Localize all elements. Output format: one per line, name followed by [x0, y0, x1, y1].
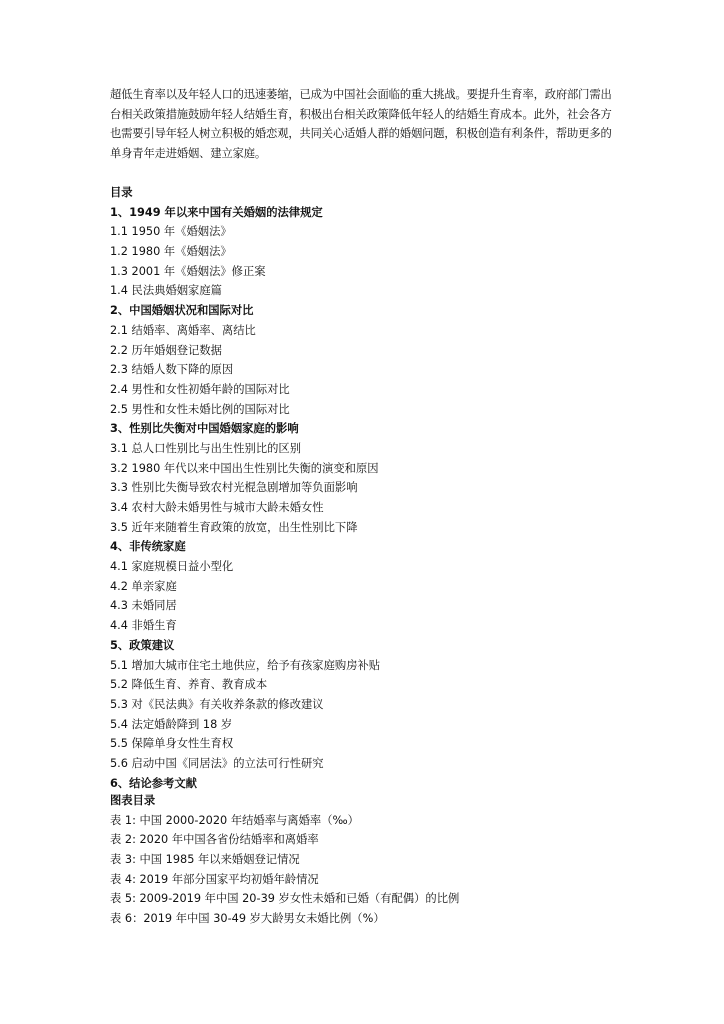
- toc-items: [110, 203, 630, 794]
- toc-section: 3.3 性别比失衡导致农村光棍急剧增加等负面影响: [110, 481, 358, 495]
- toc-section: 3.2 1980 年代以来中国出生性别比失衡的演变和原因: [110, 461, 379, 475]
- toc-section: 1.1 1950 年《婚姻法》: [110, 225, 232, 239]
- intro-paragraph: 超低生育率以及年轻人口的迅速萎缩，已成为中国社会面临的重大挑战。要提升生育率，政府部门需出台相关政策措施鼓励年轻人结婚生育，积极出台相关政策降低年轻人的结婚生育成本。此外，社会各方也需要引导年轻人树立积极的婚恋观，共同关心适婚人群的婚姻问题，积极创造有利条件，帮助更多的单身青年走进婚姻、建立家庭。: [110, 88, 612, 161]
- toc-section: 2.2 历年婚姻登记数据: [110, 343, 222, 357]
- toc-chapter: 2、中国婚姻状况和国际对比: [110, 304, 254, 318]
- figure-list-title: 图表目录: [110, 794, 156, 807]
- toc-section: 3.1 总人口性别比与出生性别比的区别: [110, 441, 302, 455]
- toc-section: 2.1 结婚率、离婚率、离结比: [110, 323, 256, 337]
- toc-section: 5.1 增加大城市住宅土地供应，给予有孩家庭购房补贴: [110, 658, 381, 672]
- table-of-contents: [110, 183, 630, 793]
- toc-section: 2.3 结婚人数下降的原因: [110, 363, 234, 377]
- toc-title: 目录: [110, 186, 133, 199]
- toc-section: 4.3 未婚同居: [110, 599, 177, 613]
- toc-section: 1.4 民法典婚姻家庭篇: [110, 284, 222, 298]
- figure-list-item: 表 4: 2019 年部分国家平均初婚年龄情况: [110, 872, 319, 886]
- toc-section: 5.5 保障单身女性生育权: [110, 737, 234, 751]
- toc-section: 4.2 单亲家庭: [110, 579, 177, 593]
- toc-section: 3.5 近年来随着生育政策的放宽，出生性别比下降: [110, 520, 358, 534]
- figure-list-item: 表 1: 中国 2000-2020 年结婚率与离婚率（‰）: [110, 813, 359, 827]
- toc-section: 4.1 家庭规模日益小型化: [110, 560, 234, 574]
- toc-section: 5.6 启动中国《同居法》的立法可行性研究: [110, 756, 324, 770]
- figure-list-item: 表 5: 2009-2019 年中国 20-39 岁女性未婚和已婚（有配偶）的比例: [110, 892, 460, 906]
- figure-list-item: 表 6：2019 年中国 30-49 岁大龄男女未婚比例（%）: [110, 912, 385, 926]
- intro-section: [110, 85, 620, 164]
- toc-chapter: 3、性别比失衡对中国婚姻家庭的影响: [110, 422, 299, 436]
- figure-list-item: 表 2: 2020 年中国各省份结婚率和离婚率: [110, 833, 319, 847]
- figure-list: [110, 791, 630, 929]
- toc-section: 2.4 男性和女性初婚年龄的国际对比: [110, 382, 290, 396]
- toc-chapter: 1、1949 年以来中国有关婚姻的法律规定: [110, 205, 323, 219]
- toc-section: 4.4 非婚生育: [110, 619, 177, 633]
- toc-section: 1.2 1980 年《婚姻法》: [110, 245, 232, 259]
- toc-chapter: 5、政策建议: [110, 638, 175, 652]
- toc-section: 3.4 农村大龄未婚男性与城市大龄未婚女性: [110, 501, 324, 514]
- toc-chapter: 4、非传统家庭: [110, 540, 186, 554]
- toc-chapter: 6、结论参考文献: [110, 776, 197, 790]
- figure-list-item: 表 3: 中国 1985 年以来婚姻登记情况: [110, 853, 300, 867]
- toc-section: 1.3 2001 年《婚姻法》修正案: [110, 264, 266, 278]
- toc-section: 2.5 男性和女性未婚比例的国际对比: [110, 402, 290, 416]
- toc-section: 5.4 法定婚龄降到 18 岁: [110, 717, 233, 731]
- figure-list-items: [110, 811, 630, 929]
- toc-section: 5.3 对《民法典》有关收养条款的修改建议: [110, 697, 324, 711]
- toc-section: 5.2 降低生育、养育、教育成本: [110, 678, 268, 692]
